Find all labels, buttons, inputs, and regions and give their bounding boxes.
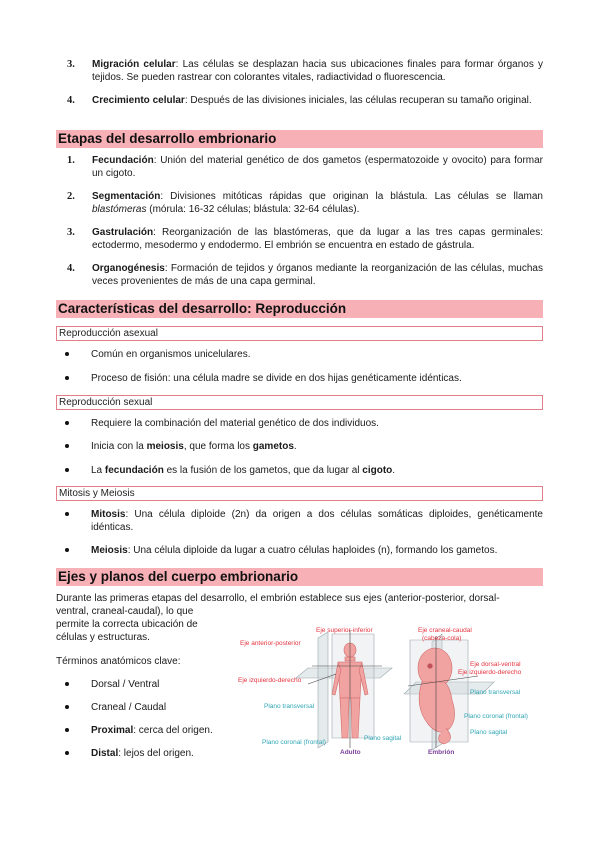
list-number: 1. [67, 155, 75, 166]
label-plano-transversal: Plano transversal [264, 703, 315, 710]
label-eje-izquierdo-derecho-embrion: Eje izquierdo-derecho [458, 669, 522, 676]
bullet-item [65, 348, 543, 361]
bullet-item [65, 701, 235, 714]
list-item-segmentacion [67, 190, 543, 216]
term-bold: meiosis [146, 441, 184, 452]
bullet-item [65, 440, 543, 453]
bullet-text [91, 747, 235, 760]
subheading-sexual: Reproducción sexual [56, 395, 543, 410]
list-text: : Unión del material genético de dos gametos (espermatozoide y ovocito) para formar un cigoto. [92, 155, 543, 179]
bullet-text [91, 724, 235, 737]
label-eje-izquierdo-derecho: Eje izquierdo-derecho [238, 677, 302, 684]
bullet-item [65, 678, 235, 691]
list-number: 2. [67, 191, 75, 202]
list-number: 4. [67, 95, 75, 106]
list-text: (mórula: 16-32 células; blástula: 32-64 células). [146, 204, 360, 215]
paragraph-ejes-line3: permite la correcta ubicación de [56, 619, 198, 630]
text-span: es la fusión de los gametos, que da lugar al [163, 465, 363, 476]
term-bold: Proximal [91, 725, 134, 736]
text-span: . [392, 465, 396, 476]
paragraph-ejes-line2: ventral, craneal-caudal), lo que [56, 606, 194, 617]
bullet-icon [65, 751, 69, 755]
label-plano-sagital-embrion: Plano sagital [470, 729, 508, 736]
embryo-eye-shape [428, 664, 433, 669]
bullet-icon [65, 512, 69, 516]
subheading-mitosis: Mitosis y Meiosis [56, 486, 543, 501]
list-text: : Después de las divisiones iniciales, las células recuperan su tamaño original. [184, 95, 532, 106]
bullet-icon [65, 421, 69, 425]
heading-etapas: Etapas del desarrollo embrionario [56, 130, 543, 148]
list-item-crecimiento [67, 94, 543, 107]
list-text: : Divisiones mitóticas rápidas que originan la blástula. Las células se llaman [160, 191, 543, 202]
term-bold: Migración celular [92, 59, 176, 70]
subheading-asexual: Reproducción asexual [56, 326, 543, 341]
sagittal-plane-shape [318, 632, 328, 748]
bullet-icon [65, 705, 69, 709]
heading-ejes: Ejes y planos del cuerpo embrionario [56, 568, 543, 586]
bullet-icon [65, 548, 69, 552]
label-adulto: Adulto [340, 749, 361, 756]
bullet-icon [65, 352, 69, 356]
bullet-item [65, 747, 235, 760]
bullet-text [91, 440, 543, 453]
term-bold: Crecimiento celular [92, 95, 185, 106]
bullet-icon [65, 682, 69, 686]
bullet-item [65, 464, 543, 477]
term-bold: Fecundación [92, 155, 154, 166]
term-bold: Organogénesis [92, 263, 165, 274]
label-embrion: Embrión [428, 749, 455, 756]
list-item-gastrulacion [67, 226, 543, 252]
label-plano-coronal-embrion: Plano coronal (frontal) [464, 713, 528, 720]
bullet-text: Proceso de fisión: una célula madre se divide en dos hijas genéticamente idénticas. [91, 373, 462, 384]
list-text: : Formación de tejidos y órganos mediante la reorganización de las células, muchas veces provenientes de más de una capa germinal. [92, 263, 543, 287]
term-bold: Distal [91, 748, 119, 759]
bullet-text: Común en organismos unicelulares. [91, 349, 251, 360]
terminos-label: Términos anatómicos clave: [56, 656, 181, 667]
text-span: : Una célula diploide (2n) da origen a dos células somáticas diploides, genéticamente idénticas. [91, 509, 543, 533]
term-bold: Meiosis [91, 545, 128, 556]
bullet-item [65, 724, 235, 737]
label-plano-coronal: Plano coronal (frontal) [262, 739, 326, 746]
text-span: : lejos del origen. [118, 748, 194, 759]
label-eje-craneal-caudal: Eje craneal-caudal [418, 627, 472, 634]
list-number: 4. [67, 263, 75, 274]
bullet-icon [65, 468, 69, 472]
label-eje-superior-inferior: Eje superior-inferior [316, 627, 373, 634]
heading-caracteristicas: Características del desarrollo: Reproducción [56, 300, 543, 318]
text-span: La [91, 465, 105, 476]
list-item-migracion [67, 58, 543, 84]
label-cabeza-cola: (cabeza-cola) [422, 635, 462, 642]
label-plano-transversal-embrion: Plano transversal [470, 689, 521, 696]
paragraph-ejes-line4: células y estructuras. [56, 632, 150, 643]
bullet-text: Requiere la combinación del material genético de dos individuos. [91, 418, 379, 429]
text-span: . [293, 441, 297, 452]
bullet-icon [65, 444, 69, 448]
text-span: : cerca del origen. [133, 725, 213, 736]
paragraph-ejes-line1: Durante las primeras etapas del desarrollo, el embrión establece sus ejes (anterior-posterior, dorsal- [56, 593, 500, 604]
axes-planes-figure [232, 620, 547, 760]
text-span: Inicia con la [91, 441, 147, 452]
bullet-text: Dorsal / Ventral [91, 679, 160, 690]
term-bold: fecundación [104, 465, 164, 476]
label-eje-anterior-posterior: Eje anterior-posterior [240, 640, 301, 647]
bullet-item [65, 372, 543, 385]
text-span: , que forma los [183, 441, 253, 452]
bullet-item [65, 508, 543, 534]
bullet-item [65, 417, 543, 430]
list-item-organogenesis [67, 262, 543, 288]
bullet-text [91, 508, 543, 534]
bullet-text: Craneal / Caudal [91, 702, 167, 713]
term-bold: Segmentación [92, 191, 161, 202]
bullet-text [91, 544, 543, 557]
term-bold: Mitosis [91, 509, 126, 520]
list-text: : Reorganización de las blastómeras, que da lugar a las tres capas germinales: ectodermo, mesodermo y endodermo. El embrión se encuentra en estado de gástrula. [92, 227, 543, 251]
list-number: 3. [67, 227, 75, 238]
list-item-fecundacion [67, 154, 543, 180]
bullet-item [65, 544, 543, 557]
text-span: : Una célula diploide da lugar a cuatro células haploides (n), formando los gametos. [127, 545, 498, 556]
list-text: : Las células se desplazan hacia sus ubicaciones finales para formar órganos y tejidos. Se pueden rastrear con colorantes vitales, radiactividad o fluorescencia. [92, 59, 543, 83]
term-bold: cigoto [362, 465, 393, 476]
bullet-icon [65, 728, 69, 732]
label-plano-sagital: Plano sagital [364, 735, 402, 742]
list-number: 3. [67, 59, 75, 70]
term-italic: blastómeras [92, 204, 147, 215]
term-bold: Gastrulación [92, 227, 154, 238]
bullet-icon [65, 376, 69, 380]
label-eje-dorsal-ventral: Eje dorsal-ventral [470, 661, 521, 668]
term-bold: gametos [252, 441, 294, 452]
bullet-text [91, 464, 543, 477]
